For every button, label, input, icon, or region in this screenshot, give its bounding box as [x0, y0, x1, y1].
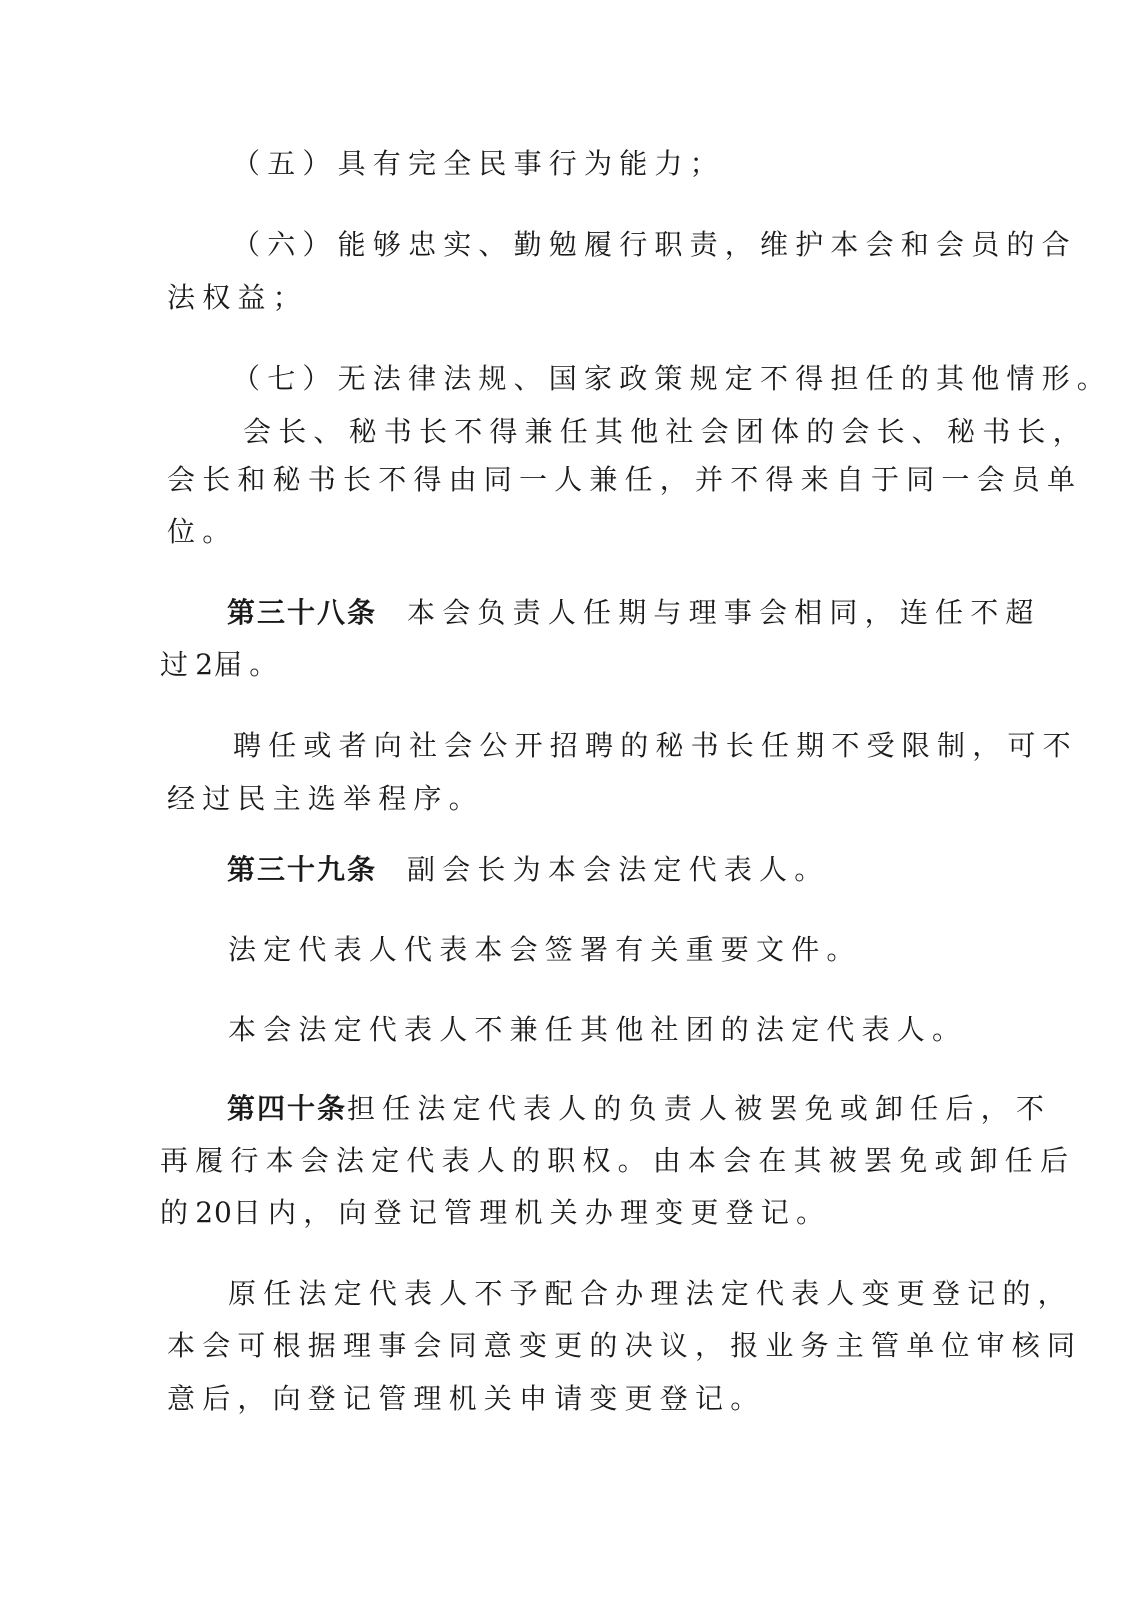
- article-38-line-2: [160, 647, 284, 683]
- article-39-heading: 第三十九条: [227, 853, 378, 886]
- item-7: （七）无法律法规、国家政策规定不得担任的其他情形。: [232, 362, 1113, 395]
- item-6-line-1: （六）能够忠实、勤勉履行职责，维护本会和会员的合: [232, 228, 1077, 261]
- article-40-line-2: 再履行本会法定代表人的职权。由本会在其被罢免或卸任后: [160, 1144, 1076, 1177]
- article-40-heading: 第四十条: [227, 1092, 348, 1125]
- article-38-para-2-line-1: 聘任或者向社会公开招聘的秘书长任期不受限制，可不: [233, 729, 1078, 762]
- president-paragraph-line-1: 会长、秘书长不得兼任其他社会团体的会长、秘书长，: [243, 415, 1088, 448]
- article-40-para-2-line-2: 本会可根据理事会同意变更的决议，报业务主管单位审核同: [167, 1329, 1083, 1362]
- president-paragraph-line-2: 会长和秘书长不得由同一人兼任，并不得来自于同一会员单: [167, 463, 1083, 496]
- president-paragraph-line-3: 位。: [167, 515, 238, 548]
- article-40-line-3-post: 日内，向登记管理机关办理变更登记。: [232, 1196, 832, 1229]
- article-40-days-number: 20: [195, 1196, 233, 1229]
- article-38-line-1: [227, 595, 1041, 631]
- article-40-line-1: [227, 1091, 1051, 1127]
- article-38-line-2-pre: 过: [160, 648, 196, 681]
- article-40-text: 担任法定代表人的负责人被罢免或卸任后，不: [347, 1092, 1052, 1125]
- article-39-text: 副会长为本会法定代表人。: [407, 853, 830, 886]
- article-40-line-3: [160, 1195, 831, 1231]
- article-40-para-2-line-1: 原任法定代表人不予配合办理法定代表人变更登记的，: [228, 1277, 1073, 1310]
- item-5: （五）具有完全民事行为能力；: [232, 147, 725, 180]
- article-38-text: 本会负责人任期与理事会相同，连任不超: [407, 596, 1041, 629]
- article-40-para-2-line-3: 意后，向登记管理机关申请变更登记。: [167, 1382, 766, 1415]
- article-38-term-number: 2: [195, 648, 215, 681]
- article-39-line-1: [227, 852, 829, 888]
- article-38-line-2-post: 届。: [214, 648, 285, 681]
- article-38-heading: 第三十八条: [227, 596, 378, 629]
- article-38-para-2-line-2: 经过民主选举程序。: [167, 782, 484, 815]
- article-39-para-2: 法定代表人代表本会签署有关重要文件。: [228, 933, 862, 966]
- article-40-line-3-pre: 的: [160, 1196, 196, 1229]
- item-6-line-2: 法权益；: [167, 281, 308, 314]
- article-39-para-3: 本会法定代表人不兼任其他社团的法定代表人。: [228, 1013, 968, 1046]
